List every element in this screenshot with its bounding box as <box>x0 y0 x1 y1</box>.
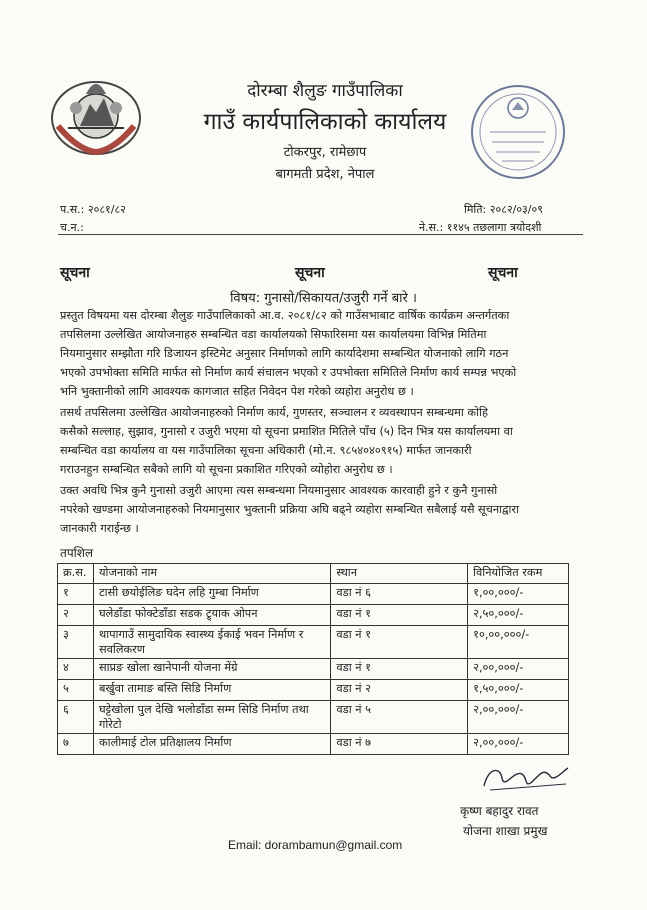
cell-serial: ६ <box>58 701 94 734</box>
table-row <box>58 734 569 755</box>
cell-amount: १०,००,०००/- <box>468 626 569 659</box>
notice-heading-right: सूचना <box>488 265 518 281</box>
notice-heading-center: सूचना <box>295 265 325 281</box>
cell-location: वडा नं २ <box>331 680 468 701</box>
paragraph-3 <box>60 481 580 538</box>
paragraph-2-line: गराउनहुन सम्बन्धित सबैको लागि यो सूचना प्रकाशित गरिएको व्योहोरा अनुरोध छ । <box>60 463 393 476</box>
cell-project: घलेडाँडा फोक्टेडाँडा सडक ट्र्याक ओपन <box>93 605 330 626</box>
column-header-amount: विनियोजित रकम <box>468 564 569 584</box>
notice-subject: विषय: गुनासो/सिकायत/उजुरी गर्ने बारे । <box>230 291 417 306</box>
cell-location: वडा नं १ <box>331 605 468 626</box>
paragraph-3-line: जानकारी गराईन्छ । <box>60 522 139 535</box>
cell-project: साप्रङ खोला खानेपानी योजना मेंग्रे <box>93 659 330 680</box>
column-header-serial: क्र.स. <box>58 564 94 584</box>
cell-serial: २ <box>58 605 94 626</box>
signature-mark <box>470 760 580 796</box>
column-header-location: स्थान <box>331 564 468 584</box>
signatory-name: कृष्ण बहादुर रावत <box>460 804 539 818</box>
cell-amount: २,००,०००/- <box>468 734 569 755</box>
paragraph-1-line: नियमानुसार सम्झौता गरि डिजायन इस्टिमेट अनुसार निर्माणको लागि कार्यादेशमा सम्बन्धित योजनाको लागि गठन <box>60 347 509 360</box>
cell-location: वडा नं ६ <box>331 584 468 605</box>
table-row <box>58 626 569 659</box>
municipality-name: दोरम्बा शैलुङ गाउँपालिका <box>247 81 403 101</box>
office-seal-stamp <box>468 82 568 182</box>
cell-location: वडा नं ७ <box>331 734 468 755</box>
paragraph-1-line: प्रस्तुत विषयमा यस दोरम्बा शैलुङ गाउँपालिकाको आ.व. २०८१/८२ को गाउँसभाबाट वार्षिक कार्यक्रम अन्तर्गतका <box>60 309 510 322</box>
paragraph-1-line: भएको उपभोक्ता समिति मार्फत सो निर्माण कार्य संचालन भएको र उपभोक्ता समितिले निर्माण कार्य सम्पन्न भएको <box>60 366 517 379</box>
cell-serial: ४ <box>58 659 94 680</box>
column-header-project: योजनाको नाम <box>93 564 330 584</box>
date-bs: मिति: २०८२/०३/०९ <box>464 203 543 216</box>
nepal-emblem-icon <box>48 68 144 158</box>
cell-project: टासी छयोईलिङ घदेन लहि गुम्बा निर्माण <box>93 584 330 605</box>
cell-location: वडा नं १ <box>331 626 468 659</box>
notice-heading-left: सूचना <box>60 265 90 281</box>
cell-serial: ३ <box>58 626 94 659</box>
signatory-title: योजना शाखा प्रमुख <box>463 824 548 838</box>
paragraph-3-line: उक्त अवधि भित्र कुनै गुनासो उजुरी आएमा त्यस सम्बन्धमा नियमानुसार आवश्यक कारवाही हुने र कुनै गुनासो <box>60 484 498 497</box>
table-row <box>58 659 569 680</box>
table-row <box>58 701 569 734</box>
paragraph-1 <box>60 306 580 401</box>
cell-serial: ५ <box>58 680 94 701</box>
cell-amount: १,००,०००/- <box>468 584 569 605</box>
paragraph-1-line: भनि भुक्तानीको लागि आवश्यक कागजात सहित निवेदन पेश गरेको व्यहोरा अनुरोध छ । <box>60 385 414 398</box>
paragraph-2-line: कसैको सल्लाह, सुझाव, गुनासो र उजुरी भएमा यो सूचना प्रमाशित मितिले पाँच (५) दिन भित्र यस कार्यालयमा वा <box>60 425 513 438</box>
header-divider <box>58 234 583 235</box>
cell-amount: १,५०,०००/- <box>468 680 569 701</box>
project-table <box>57 563 569 755</box>
reference-number: प.स.: २०८१/८२ <box>60 203 126 216</box>
cell-amount: २,५०,०००/- <box>468 605 569 626</box>
cell-amount: २,००,०००/- <box>468 701 569 734</box>
office-address: टोकरपुर, रामेछाप <box>283 145 367 160</box>
contact-email: Email: dorambamun@gmail.com <box>228 838 403 852</box>
cell-amount: २,००,०००/- <box>468 659 569 680</box>
table-row <box>58 680 569 701</box>
cell-project: थापागाउँ सामुदायिक स्वास्थ्य ईकाई भवन निर्माण र सवलिकरण <box>93 626 330 659</box>
cell-project: बर्खुवा तामाङ बस्ति सिडि निर्माण <box>93 680 330 701</box>
schedule-label: तपशिल <box>60 546 94 560</box>
cell-serial: १ <box>58 584 94 605</box>
cell-serial: ७ <box>58 734 94 755</box>
table-row <box>58 605 569 626</box>
table-row <box>58 584 569 605</box>
paragraph-2 <box>60 403 580 479</box>
table-header-row <box>58 564 569 584</box>
office-name: गाउँ कार्यपालिकाको कार्यालय <box>203 109 447 135</box>
paragraph-2-line: तसर्थ तपसिलमा उल्लेखित आयोजनाहरुको निर्माण कार्य, गुणस्तर, सञ्चालन र व्यवस्थापन सम्बन्धमा कोहि <box>60 406 488 419</box>
dispatch-number: च.न.: <box>60 221 84 234</box>
cell-project: कालीमाई टोल प्रतिक्षालय निर्माण <box>93 734 330 755</box>
office-province: बागमती प्रदेश, नेपाल <box>275 167 375 182</box>
cell-location: वडा नं १ <box>331 659 468 680</box>
date-nepal-sambat: ने.स.: ११४५ तछलागा त्रयोदशी <box>419 221 542 234</box>
paragraph-1-line: तपसिलमा उल्लेखित आयोजनाहरु सम्बन्धित वडा कार्यालयको सिफारिसमा यस कार्यालयमा विभिन्न मितिमा <box>60 328 487 341</box>
cell-location: वडा नं ५ <box>331 701 468 734</box>
paragraph-3-line: नपरेको खण्डमा आयोजनाहरुको नियमानुसार भुक्तानी प्रक्रिया अघि बढ्ने व्यहोरा सम्बन्धित सबैलाई यसै सूचनाद्वारा <box>60 503 520 516</box>
paragraph-2-line: सम्बन्धित वडा कार्यालय वा यस गाउँपालिका सूचना अधिकारी (मो.न. ९८५४०४०९१५) मार्फत जानकारी <box>60 444 472 457</box>
cell-project: घट्टेखोला पुल देखि भलोडाँडा सम्म सिडि निर्माण तथा गोरेटो <box>93 701 330 734</box>
